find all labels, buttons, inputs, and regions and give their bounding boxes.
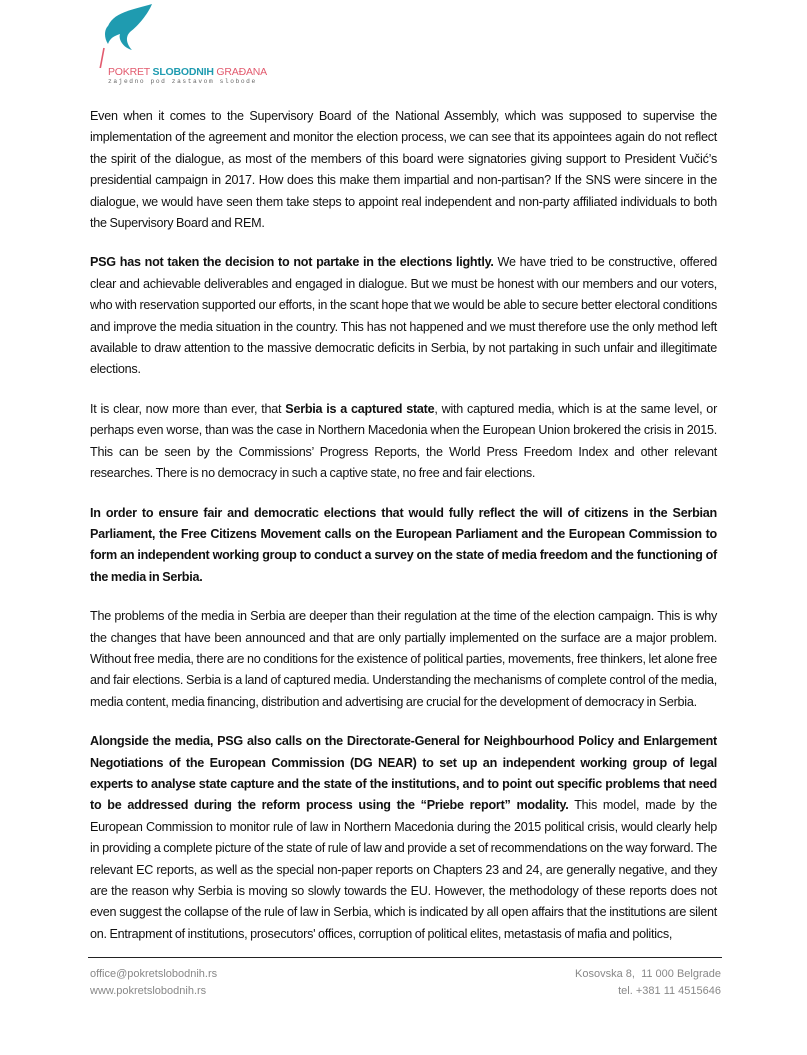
body-text: It is clear, now more than ever, that <box>90 401 286 416</box>
body-text: , with captured media, which is at the same level, or perhaps even worse, than was the case in Northern Macedonia when the European Union brokered the crisis in 2015. This can be seen by the Commissions’ Progress Reports, the World Press Freedom Index and other relevant researches. There is no democracy in such a captive state, no free and fair elections. <box>90 401 718 481</box>
logo-tagline: zajedno pod zastavom slobode <box>108 78 257 85</box>
paragraph <box>90 503 717 589</box>
body-text: This model, made by the European Commission to monitor rule of law in Northern Macedonia during the 2015 political crisis, would clearly help in providing a complete picture of the state of rule of law and provide a set of recommendations on the way forward. The relevant EC reports, as well as the special non-paper reports on Chapters 23 and 24, are generally negative, and they are the reason why Serbia is moving so slowly towards the EU. However, the methodology of these reports does not even suggest the collapse of the rule of law in Serbia, which is indicated by all open affairs that the institutions are silent on. Entrapment of institutions, prosecutors' offices, corruption of political elites, metastasis of mafia and politics, <box>90 798 717 941</box>
flag-icon <box>94 4 164 68</box>
organization-logo <box>94 4 274 84</box>
footer-address: Kosovska 8, 11 000 Belgrade <box>575 968 721 980</box>
bold-text: PSG has not taken the decision to not partake in the elections lightly. <box>90 255 494 270</box>
logo-name-part2: SLOBODNIH <box>152 66 214 78</box>
paragraph <box>90 252 717 380</box>
body-text: The problems of the media in Serbia are deeper than their regulation at the time of the election campaign. This is why the changes that have been announced and that are only partially implemented on the surface are a major problem. Without free media, there are no conditions for the existence of political parties, movements, free thinkers, let alone free and fair elections. Serbia is a land of captured media. Understanding the mechanisms of complete control of the media, media content, media financing, distribution and advertising are crucial for the development of democracy in Serbia. <box>90 609 717 709</box>
bold-text: In order to ensure fair and democratic elections that would fully reflect the will of citizens in the Serbian Parliament, the Free Citizens Movement calls on the European Parliament and the European Commission to form an independent working group to conduct a survey on the state of media freedom and the functioning of the media in Serbia. <box>90 505 717 584</box>
footer-contact-address <box>575 966 721 1000</box>
paragraph <box>90 606 717 713</box>
footer-phone: tel. +381 11 4515646 <box>618 985 721 997</box>
paragraph <box>90 106 717 234</box>
logo-name <box>108 66 267 78</box>
bold-text: Alongside the media, PSG also calls on the Directorate-General for Neighbourhood Policy and Enlargement Negotiations of the European Commission (DG NEAR) to set up an independent working group of legal experts to analyse state capture and the state of the institutions, and to point out specific problems that need to be addressed during the reform process using the “Priebe report” modality. <box>90 734 717 813</box>
footer-website[interactable]: www.pokretslobodnih.rs <box>90 985 207 997</box>
bold-text: Serbia is a captured state <box>285 401 435 416</box>
body-text: We have tried to be constructive, offered clear and achievable deliverables and engaged in dialogue. But we must be honest with our members and our voters, who with reservation supported our efforts, in the scant hope that we would be able to secure better electoral conditions and improve the media situation in the country. This has not happened and we must therefore use the only method left available to draw attention to the massive democratic deficits in Serbia, by not partaking in such unfair and illegitimate elections. <box>90 255 717 377</box>
footer-email[interactable]: office@pokretslobodnih.rs <box>90 968 218 980</box>
paragraph <box>90 399 717 485</box>
footer-contact-online <box>90 966 217 1000</box>
logo-name-part1: POKRET <box>108 66 153 78</box>
body-text: Even when it comes to the Supervisory Board of the National Assembly, which was supposed to supervise the implementation of the agreement and monitor the election process, we can see that its appointees again do not reflect the spirit of the dialogue, as most of the members of this board were signatories giving support to President Vučić’s presidential campaign in 2017. How does this make them impartial and non-partisan? If the SNS were sincere in the dialogue, we would have seen them take steps to appoint real independent and non-party affiliated individuals to both the Supervisory Board and REM. <box>90 109 717 231</box>
paragraph <box>90 731 717 945</box>
document-body <box>90 106 717 963</box>
footer-divider <box>88 957 722 958</box>
logo-name-part3: GRAĐANA <box>213 66 267 78</box>
